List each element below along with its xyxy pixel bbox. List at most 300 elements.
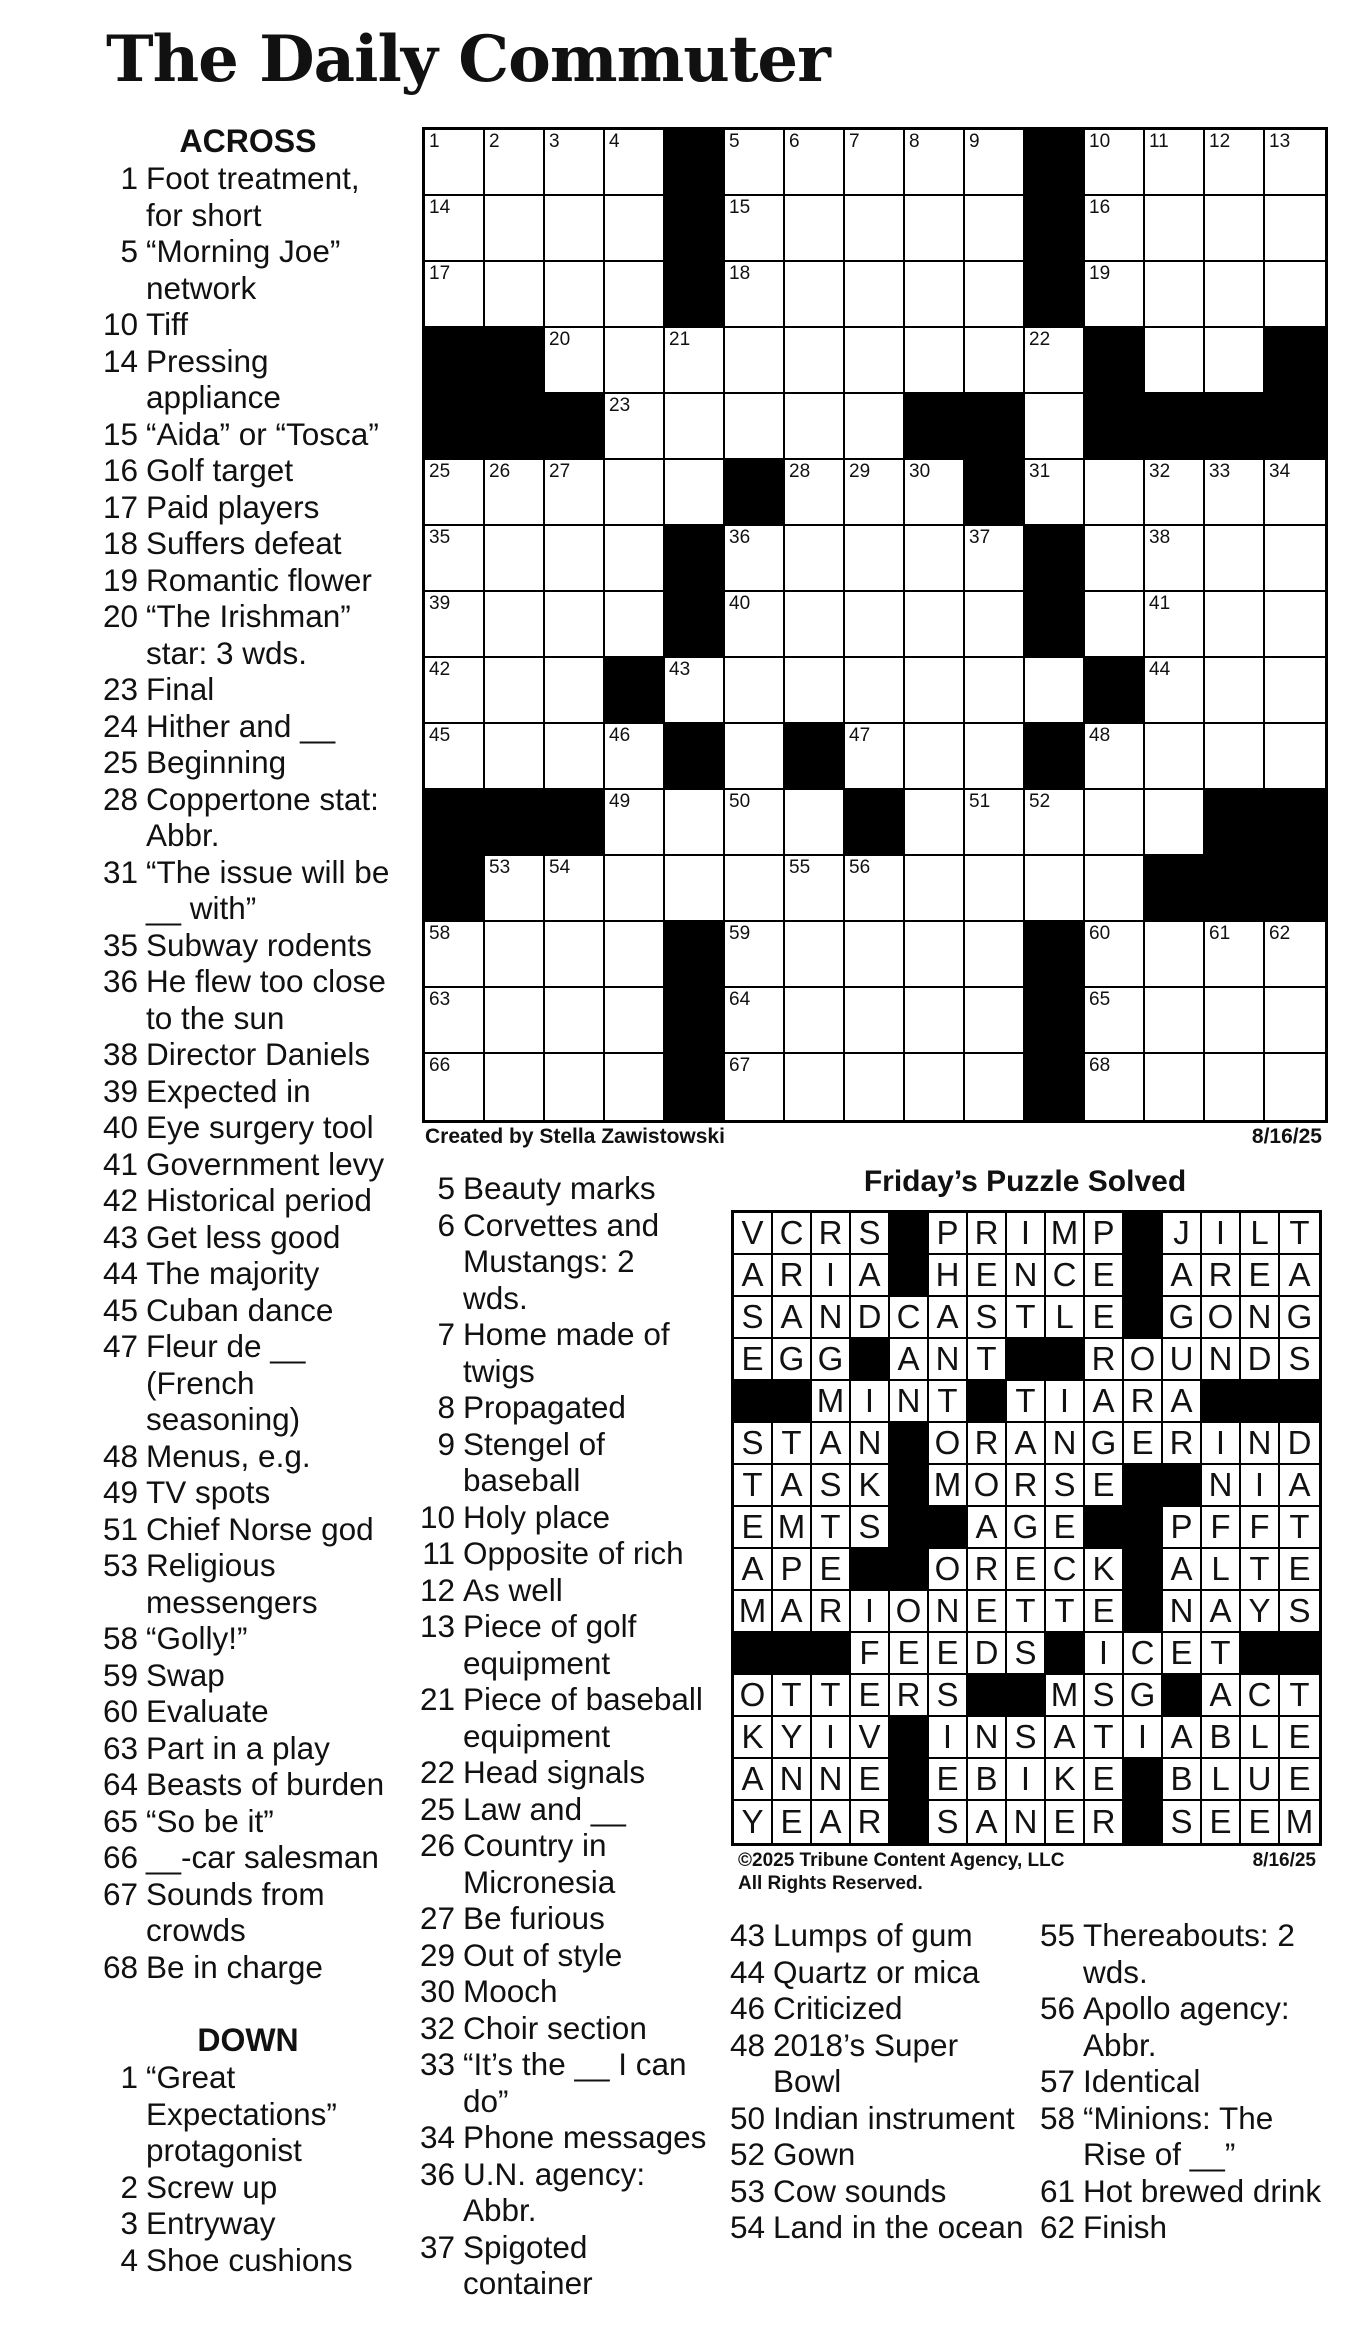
- grid-cell[interactable]: [1046, 1549, 1085, 1591]
- grid-cell[interactable]: [1163, 1759, 1202, 1801]
- grid-cell[interactable]: [1265, 460, 1325, 526]
- grid-cell[interactable]: [812, 1675, 851, 1717]
- grid-cell[interactable]: [1163, 1213, 1202, 1255]
- grid-cell[interactable]: [1280, 1801, 1319, 1843]
- grid-cell[interactable]: [968, 1423, 1007, 1465]
- grid-cell[interactable]: [812, 1213, 851, 1255]
- grid-cell[interactable]: [734, 1339, 773, 1381]
- grid-cell[interactable]: [605, 790, 665, 856]
- grid-cell[interactable]: [1163, 1339, 1202, 1381]
- grid-cell[interactable]: [851, 1801, 890, 1843]
- grid-cell[interactable]: [773, 1801, 812, 1843]
- grid-cell[interactable]: [1085, 1675, 1124, 1717]
- grid-cell[interactable]: [1046, 1213, 1085, 1255]
- grid-cell[interactable]: [929, 1381, 968, 1423]
- grid-cell[interactable]: [905, 460, 965, 526]
- grid-cell[interactable]: [1163, 1423, 1202, 1465]
- grid-cell[interactable]: [845, 196, 905, 262]
- grid-cell[interactable]: [1085, 1381, 1124, 1423]
- grid-cell[interactable]: [734, 1423, 773, 1465]
- grid-cell[interactable]: [929, 1465, 968, 1507]
- grid-cell[interactable]: [1085, 1054, 1145, 1120]
- grid-cell[interactable]: [605, 394, 665, 460]
- grid-cell[interactable]: [812, 1591, 851, 1633]
- grid-cell[interactable]: [890, 1675, 929, 1717]
- grid-cell[interactable]: [773, 1339, 812, 1381]
- grid-cell[interactable]: [1085, 196, 1145, 262]
- grid-cell[interactable]: [485, 658, 545, 724]
- grid-cell[interactable]: [545, 592, 605, 658]
- grid-cell[interactable]: [812, 1423, 851, 1465]
- grid-cell[interactable]: [1202, 1801, 1241, 1843]
- grid-cell[interactable]: [1163, 1507, 1202, 1549]
- grid-cell[interactable]: [1046, 1465, 1085, 1507]
- grid-cell[interactable]: [1007, 1297, 1046, 1339]
- grid-cell[interactable]: [905, 1054, 965, 1120]
- grid-cell[interactable]: [905, 130, 965, 196]
- grid-cell[interactable]: [905, 988, 965, 1054]
- grid-cell[interactable]: [773, 1213, 812, 1255]
- grid-cell[interactable]: [1205, 262, 1265, 328]
- grid-cell[interactable]: [1163, 1717, 1202, 1759]
- grid-cell[interactable]: [845, 856, 905, 922]
- grid-cell[interactable]: [1025, 856, 1085, 922]
- grid-cell[interactable]: [485, 526, 545, 592]
- grid-cell[interactable]: [785, 988, 845, 1054]
- grid-cell[interactable]: [425, 460, 485, 526]
- grid-cell[interactable]: [812, 1297, 851, 1339]
- grid-cell[interactable]: [890, 1591, 929, 1633]
- grid-cell[interactable]: [905, 526, 965, 592]
- grid-cell[interactable]: [1241, 1549, 1280, 1591]
- grid-cell[interactable]: [812, 1255, 851, 1297]
- grid-cell[interactable]: [425, 988, 485, 1054]
- grid-cell[interactable]: [1046, 1759, 1085, 1801]
- grid-cell[interactable]: [773, 1423, 812, 1465]
- grid-cell[interactable]: [545, 130, 605, 196]
- grid-cell[interactable]: [1280, 1423, 1319, 1465]
- grid-cell[interactable]: [1007, 1381, 1046, 1423]
- grid-cell[interactable]: [965, 790, 1025, 856]
- grid-cell[interactable]: [1085, 1465, 1124, 1507]
- grid-cell[interactable]: [1241, 1717, 1280, 1759]
- grid-cell[interactable]: [1007, 1255, 1046, 1297]
- grid-cell[interactable]: [965, 856, 1025, 922]
- grid-cell[interactable]: [1046, 1801, 1085, 1843]
- grid-cell[interactable]: [1205, 526, 1265, 592]
- grid-cell[interactable]: [1085, 1423, 1124, 1465]
- grid-cell[interactable]: [851, 1423, 890, 1465]
- grid-cell[interactable]: [1265, 724, 1325, 790]
- grid-cell[interactable]: [965, 526, 1025, 592]
- grid-cell[interactable]: [1202, 1717, 1241, 1759]
- grid-cell[interactable]: [1202, 1633, 1241, 1675]
- grid-cell[interactable]: [1046, 1423, 1085, 1465]
- grid-cell[interactable]: [1265, 1054, 1325, 1120]
- grid-cell[interactable]: [785, 856, 845, 922]
- grid-cell[interactable]: [929, 1759, 968, 1801]
- grid-cell[interactable]: [1241, 1591, 1280, 1633]
- grid-cell[interactable]: [725, 658, 785, 724]
- grid-cell[interactable]: [785, 526, 845, 592]
- grid-cell[interactable]: [734, 1759, 773, 1801]
- grid-cell[interactable]: [1280, 1591, 1319, 1633]
- grid-cell[interactable]: [785, 196, 845, 262]
- grid-cell[interactable]: [725, 328, 785, 394]
- grid-cell[interactable]: [785, 130, 845, 196]
- grid-cell[interactable]: [845, 1054, 905, 1120]
- grid-cell[interactable]: [1202, 1339, 1241, 1381]
- grid-cell[interactable]: [605, 262, 665, 328]
- grid-cell[interactable]: [905, 724, 965, 790]
- grid-cell[interactable]: [1046, 1297, 1085, 1339]
- grid-cell[interactable]: [1280, 1255, 1319, 1297]
- grid-cell[interactable]: [773, 1465, 812, 1507]
- grid-cell[interactable]: [1163, 1591, 1202, 1633]
- grid-cell[interactable]: [485, 130, 545, 196]
- grid-cell[interactable]: [1007, 1717, 1046, 1759]
- grid-cell[interactable]: [851, 1297, 890, 1339]
- grid-cell[interactable]: [1046, 1591, 1085, 1633]
- grid-cell[interactable]: [965, 724, 1025, 790]
- grid-cell[interactable]: [1007, 1423, 1046, 1465]
- grid-cell[interactable]: [965, 262, 1025, 328]
- grid-cell[interactable]: [1280, 1507, 1319, 1549]
- grid-cell[interactable]: [851, 1507, 890, 1549]
- grid-cell[interactable]: [968, 1465, 1007, 1507]
- grid-cell[interactable]: [425, 592, 485, 658]
- grid-cell[interactable]: [1205, 922, 1265, 988]
- grid-cell[interactable]: [605, 526, 665, 592]
- grid-cell[interactable]: [1007, 1549, 1046, 1591]
- grid-cell[interactable]: [725, 196, 785, 262]
- grid-cell[interactable]: [968, 1297, 1007, 1339]
- grid-cell[interactable]: [785, 790, 845, 856]
- grid-cell[interactable]: [725, 790, 785, 856]
- grid-cell[interactable]: [1046, 1381, 1085, 1423]
- grid-cell[interactable]: [485, 460, 545, 526]
- grid-cell[interactable]: [1025, 460, 1085, 526]
- grid-cell[interactable]: [890, 1297, 929, 1339]
- grid-cell[interactable]: [1205, 1054, 1265, 1120]
- grid-cell[interactable]: [1202, 1507, 1241, 1549]
- grid-cell[interactable]: [1241, 1423, 1280, 1465]
- grid-cell[interactable]: [665, 856, 725, 922]
- grid-cell[interactable]: [1265, 130, 1325, 196]
- grid-cell[interactable]: [1007, 1801, 1046, 1843]
- grid-cell[interactable]: [1085, 1339, 1124, 1381]
- grid-cell[interactable]: [425, 1054, 485, 1120]
- grid-cell[interactable]: [968, 1339, 1007, 1381]
- grid-cell[interactable]: [1280, 1717, 1319, 1759]
- grid-cell[interactable]: [734, 1549, 773, 1591]
- grid-cell[interactable]: [1145, 328, 1205, 394]
- grid-cell[interactable]: [905, 790, 965, 856]
- grid-cell[interactable]: [812, 1465, 851, 1507]
- grid-cell[interactable]: [851, 1759, 890, 1801]
- grid-cell[interactable]: [929, 1339, 968, 1381]
- grid-cell[interactable]: [968, 1213, 1007, 1255]
- grid-cell[interactable]: [485, 262, 545, 328]
- grid-cell[interactable]: [1085, 724, 1145, 790]
- grid-cell[interactable]: [965, 988, 1025, 1054]
- grid-cell[interactable]: [1265, 196, 1325, 262]
- grid-cell[interactable]: [1085, 1633, 1124, 1675]
- grid-cell[interactable]: [1145, 922, 1205, 988]
- grid-cell[interactable]: [965, 922, 1025, 988]
- grid-cell[interactable]: [1085, 1549, 1124, 1591]
- grid-cell[interactable]: [1085, 460, 1145, 526]
- grid-cell[interactable]: [785, 1054, 845, 1120]
- grid-cell[interactable]: [845, 988, 905, 1054]
- grid-cell[interactable]: [1280, 1297, 1319, 1339]
- grid-cell[interactable]: [545, 262, 605, 328]
- grid-cell[interactable]: [734, 1297, 773, 1339]
- grid-cell[interactable]: [1205, 988, 1265, 1054]
- grid-cell[interactable]: [605, 196, 665, 262]
- grid-cell[interactable]: [1145, 790, 1205, 856]
- grid-cell[interactable]: [1241, 1801, 1280, 1843]
- grid-cell[interactable]: [605, 460, 665, 526]
- grid-cell[interactable]: [725, 592, 785, 658]
- grid-cell[interactable]: [605, 922, 665, 988]
- grid-cell[interactable]: [1085, 1213, 1124, 1255]
- grid-cell[interactable]: [851, 1465, 890, 1507]
- grid-cell[interactable]: [845, 130, 905, 196]
- grid-cell[interactable]: [812, 1507, 851, 1549]
- grid-cell[interactable]: [1145, 592, 1205, 658]
- grid-cell[interactable]: [1085, 922, 1145, 988]
- grid-cell[interactable]: [851, 1675, 890, 1717]
- grid-cell[interactable]: [1163, 1549, 1202, 1591]
- grid-cell[interactable]: [725, 856, 785, 922]
- grid-cell[interactable]: [773, 1717, 812, 1759]
- grid-cell[interactable]: [1085, 1297, 1124, 1339]
- grid-cell[interactable]: [1085, 988, 1145, 1054]
- grid-cell[interactable]: [1085, 130, 1145, 196]
- grid-cell[interactable]: [1202, 1675, 1241, 1717]
- grid-cell[interactable]: [425, 526, 485, 592]
- grid-cell[interactable]: [1205, 196, 1265, 262]
- grid-cell[interactable]: [1007, 1507, 1046, 1549]
- grid-cell[interactable]: [1241, 1759, 1280, 1801]
- grid-cell[interactable]: [1163, 1381, 1202, 1423]
- grid-cell[interactable]: [605, 856, 665, 922]
- grid-cell[interactable]: [851, 1213, 890, 1255]
- grid-cell[interactable]: [1280, 1759, 1319, 1801]
- grid-cell[interactable]: [1265, 988, 1325, 1054]
- grid-cell[interactable]: [1145, 1054, 1205, 1120]
- grid-cell[interactable]: [1205, 592, 1265, 658]
- grid-cell[interactable]: [968, 1507, 1007, 1549]
- grid-cell[interactable]: [773, 1591, 812, 1633]
- grid-cell[interactable]: [485, 856, 545, 922]
- grid-cell[interactable]: [905, 856, 965, 922]
- grid-cell[interactable]: [1007, 1465, 1046, 1507]
- grid-cell[interactable]: [725, 526, 785, 592]
- grid-cell[interactable]: [1205, 460, 1265, 526]
- grid-cell[interactable]: [845, 394, 905, 460]
- grid-cell[interactable]: [1046, 1717, 1085, 1759]
- grid-cell[interactable]: [545, 526, 605, 592]
- grid-cell[interactable]: [725, 130, 785, 196]
- grid-cell[interactable]: [425, 658, 485, 724]
- grid-cell[interactable]: [425, 922, 485, 988]
- grid-cell[interactable]: [851, 1633, 890, 1675]
- grid-cell[interactable]: [734, 1717, 773, 1759]
- grid-cell[interactable]: [1025, 790, 1085, 856]
- grid-cell[interactable]: [968, 1801, 1007, 1843]
- grid-cell[interactable]: [1025, 328, 1085, 394]
- grid-cell[interactable]: [968, 1591, 1007, 1633]
- grid-cell[interactable]: [845, 922, 905, 988]
- grid-cell[interactable]: [1280, 1339, 1319, 1381]
- grid-cell[interactable]: [773, 1549, 812, 1591]
- grid-cell[interactable]: [929, 1675, 968, 1717]
- grid-cell[interactable]: [845, 262, 905, 328]
- grid-cell[interactable]: [905, 658, 965, 724]
- grid-cell[interactable]: [965, 196, 1025, 262]
- grid-cell[interactable]: [1265, 922, 1325, 988]
- grid-cell[interactable]: [734, 1465, 773, 1507]
- grid-cell[interactable]: [1007, 1633, 1046, 1675]
- grid-cell[interactable]: [545, 658, 605, 724]
- grid-cell[interactable]: [1025, 658, 1085, 724]
- grid-cell[interactable]: [734, 1801, 773, 1843]
- grid-cell[interactable]: [785, 394, 845, 460]
- grid-cell[interactable]: [1145, 724, 1205, 790]
- grid-cell[interactable]: [845, 328, 905, 394]
- grid-cell[interactable]: [1145, 130, 1205, 196]
- grid-cell[interactable]: [1085, 592, 1145, 658]
- grid-cell[interactable]: [1085, 856, 1145, 922]
- grid-cell[interactable]: [905, 196, 965, 262]
- grid-cell[interactable]: [1241, 1339, 1280, 1381]
- grid-cell[interactable]: [545, 196, 605, 262]
- grid-cell[interactable]: [425, 262, 485, 328]
- grid-cell[interactable]: [890, 1381, 929, 1423]
- grid-cell[interactable]: [485, 592, 545, 658]
- grid-cell[interactable]: [1007, 1759, 1046, 1801]
- grid-cell[interactable]: [725, 262, 785, 328]
- grid-cell[interactable]: [545, 724, 605, 790]
- grid-cell[interactable]: [890, 1633, 929, 1675]
- grid-cell[interactable]: [1124, 1381, 1163, 1423]
- grid-cell[interactable]: [929, 1297, 968, 1339]
- grid-cell[interactable]: [1163, 1255, 1202, 1297]
- grid-cell[interactable]: [425, 130, 485, 196]
- grid-cell[interactable]: [734, 1675, 773, 1717]
- grid-cell[interactable]: [734, 1213, 773, 1255]
- grid-cell[interactable]: [485, 196, 545, 262]
- grid-cell[interactable]: [968, 1633, 1007, 1675]
- grid-cell[interactable]: [605, 592, 665, 658]
- grid-cell[interactable]: [605, 1054, 665, 1120]
- grid-cell[interactable]: [965, 130, 1025, 196]
- grid-cell[interactable]: [773, 1759, 812, 1801]
- grid-cell[interactable]: [812, 1381, 851, 1423]
- grid-cell[interactable]: [1124, 1339, 1163, 1381]
- grid-cell[interactable]: [545, 1054, 605, 1120]
- grid-cell[interactable]: [425, 724, 485, 790]
- grid-cell[interactable]: [1145, 526, 1205, 592]
- grid-cell[interactable]: [1085, 1759, 1124, 1801]
- grid-cell[interactable]: [785, 592, 845, 658]
- grid-cell[interactable]: [665, 658, 725, 724]
- grid-cell[interactable]: [1085, 1801, 1124, 1843]
- grid-cell[interactable]: [929, 1633, 968, 1675]
- grid-cell[interactable]: [1205, 130, 1265, 196]
- grid-cell[interactable]: [1046, 1255, 1085, 1297]
- grid-cell[interactable]: [890, 1339, 929, 1381]
- grid-cell[interactable]: [785, 460, 845, 526]
- grid-cell[interactable]: [1046, 1507, 1085, 1549]
- grid-cell[interactable]: [851, 1255, 890, 1297]
- grid-cell[interactable]: [845, 526, 905, 592]
- grid-cell[interactable]: [1145, 658, 1205, 724]
- grid-cell[interactable]: [605, 988, 665, 1054]
- grid-cell[interactable]: [968, 1255, 1007, 1297]
- grid-cell[interactable]: [845, 592, 905, 658]
- grid-cell[interactable]: [929, 1423, 968, 1465]
- grid-cell[interactable]: [725, 394, 785, 460]
- grid-cell[interactable]: [905, 328, 965, 394]
- grid-cell[interactable]: [1241, 1507, 1280, 1549]
- grid-cell[interactable]: [1202, 1465, 1241, 1507]
- grid-cell[interactable]: [1265, 526, 1325, 592]
- grid-cell[interactable]: [1280, 1213, 1319, 1255]
- grid-cell[interactable]: [1085, 526, 1145, 592]
- grid-cell[interactable]: [785, 328, 845, 394]
- grid-cell[interactable]: [965, 1054, 1025, 1120]
- grid-cell[interactable]: [665, 328, 725, 394]
- grid-cell[interactable]: [665, 790, 725, 856]
- grid-cell[interactable]: [1145, 262, 1205, 328]
- grid-cell[interactable]: [1205, 724, 1265, 790]
- grid-cell[interactable]: [1124, 1717, 1163, 1759]
- grid-cell[interactable]: [1046, 1675, 1085, 1717]
- grid-cell[interactable]: [785, 262, 845, 328]
- grid-cell[interactable]: [1205, 328, 1265, 394]
- grid-cell[interactable]: [929, 1717, 968, 1759]
- grid-cell[interactable]: [545, 856, 605, 922]
- grid-cell[interactable]: [1241, 1213, 1280, 1255]
- grid-cell[interactable]: [485, 1054, 545, 1120]
- grid-cell[interactable]: [929, 1213, 968, 1255]
- grid-cell[interactable]: [1124, 1423, 1163, 1465]
- grid-cell[interactable]: [1202, 1255, 1241, 1297]
- grid-cell[interactable]: [1085, 790, 1145, 856]
- grid-cell[interactable]: [851, 1381, 890, 1423]
- grid-cell[interactable]: [485, 922, 545, 988]
- grid-cell[interactable]: [1280, 1465, 1319, 1507]
- grid-cell[interactable]: [605, 130, 665, 196]
- grid-cell[interactable]: [773, 1297, 812, 1339]
- grid-cell[interactable]: [725, 1054, 785, 1120]
- grid-cell[interactable]: [1202, 1591, 1241, 1633]
- grid-cell[interactable]: [1085, 1717, 1124, 1759]
- grid-cell[interactable]: [1007, 1591, 1046, 1633]
- grid-cell[interactable]: [968, 1717, 1007, 1759]
- grid-cell[interactable]: [965, 658, 1025, 724]
- grid-cell[interactable]: [485, 988, 545, 1054]
- grid-cell[interactable]: [1124, 1633, 1163, 1675]
- grid-cell[interactable]: [725, 724, 785, 790]
- grid-cell[interactable]: [785, 922, 845, 988]
- grid-cell[interactable]: [665, 460, 725, 526]
- grid-cell[interactable]: [605, 328, 665, 394]
- grid-cell[interactable]: [1280, 1675, 1319, 1717]
